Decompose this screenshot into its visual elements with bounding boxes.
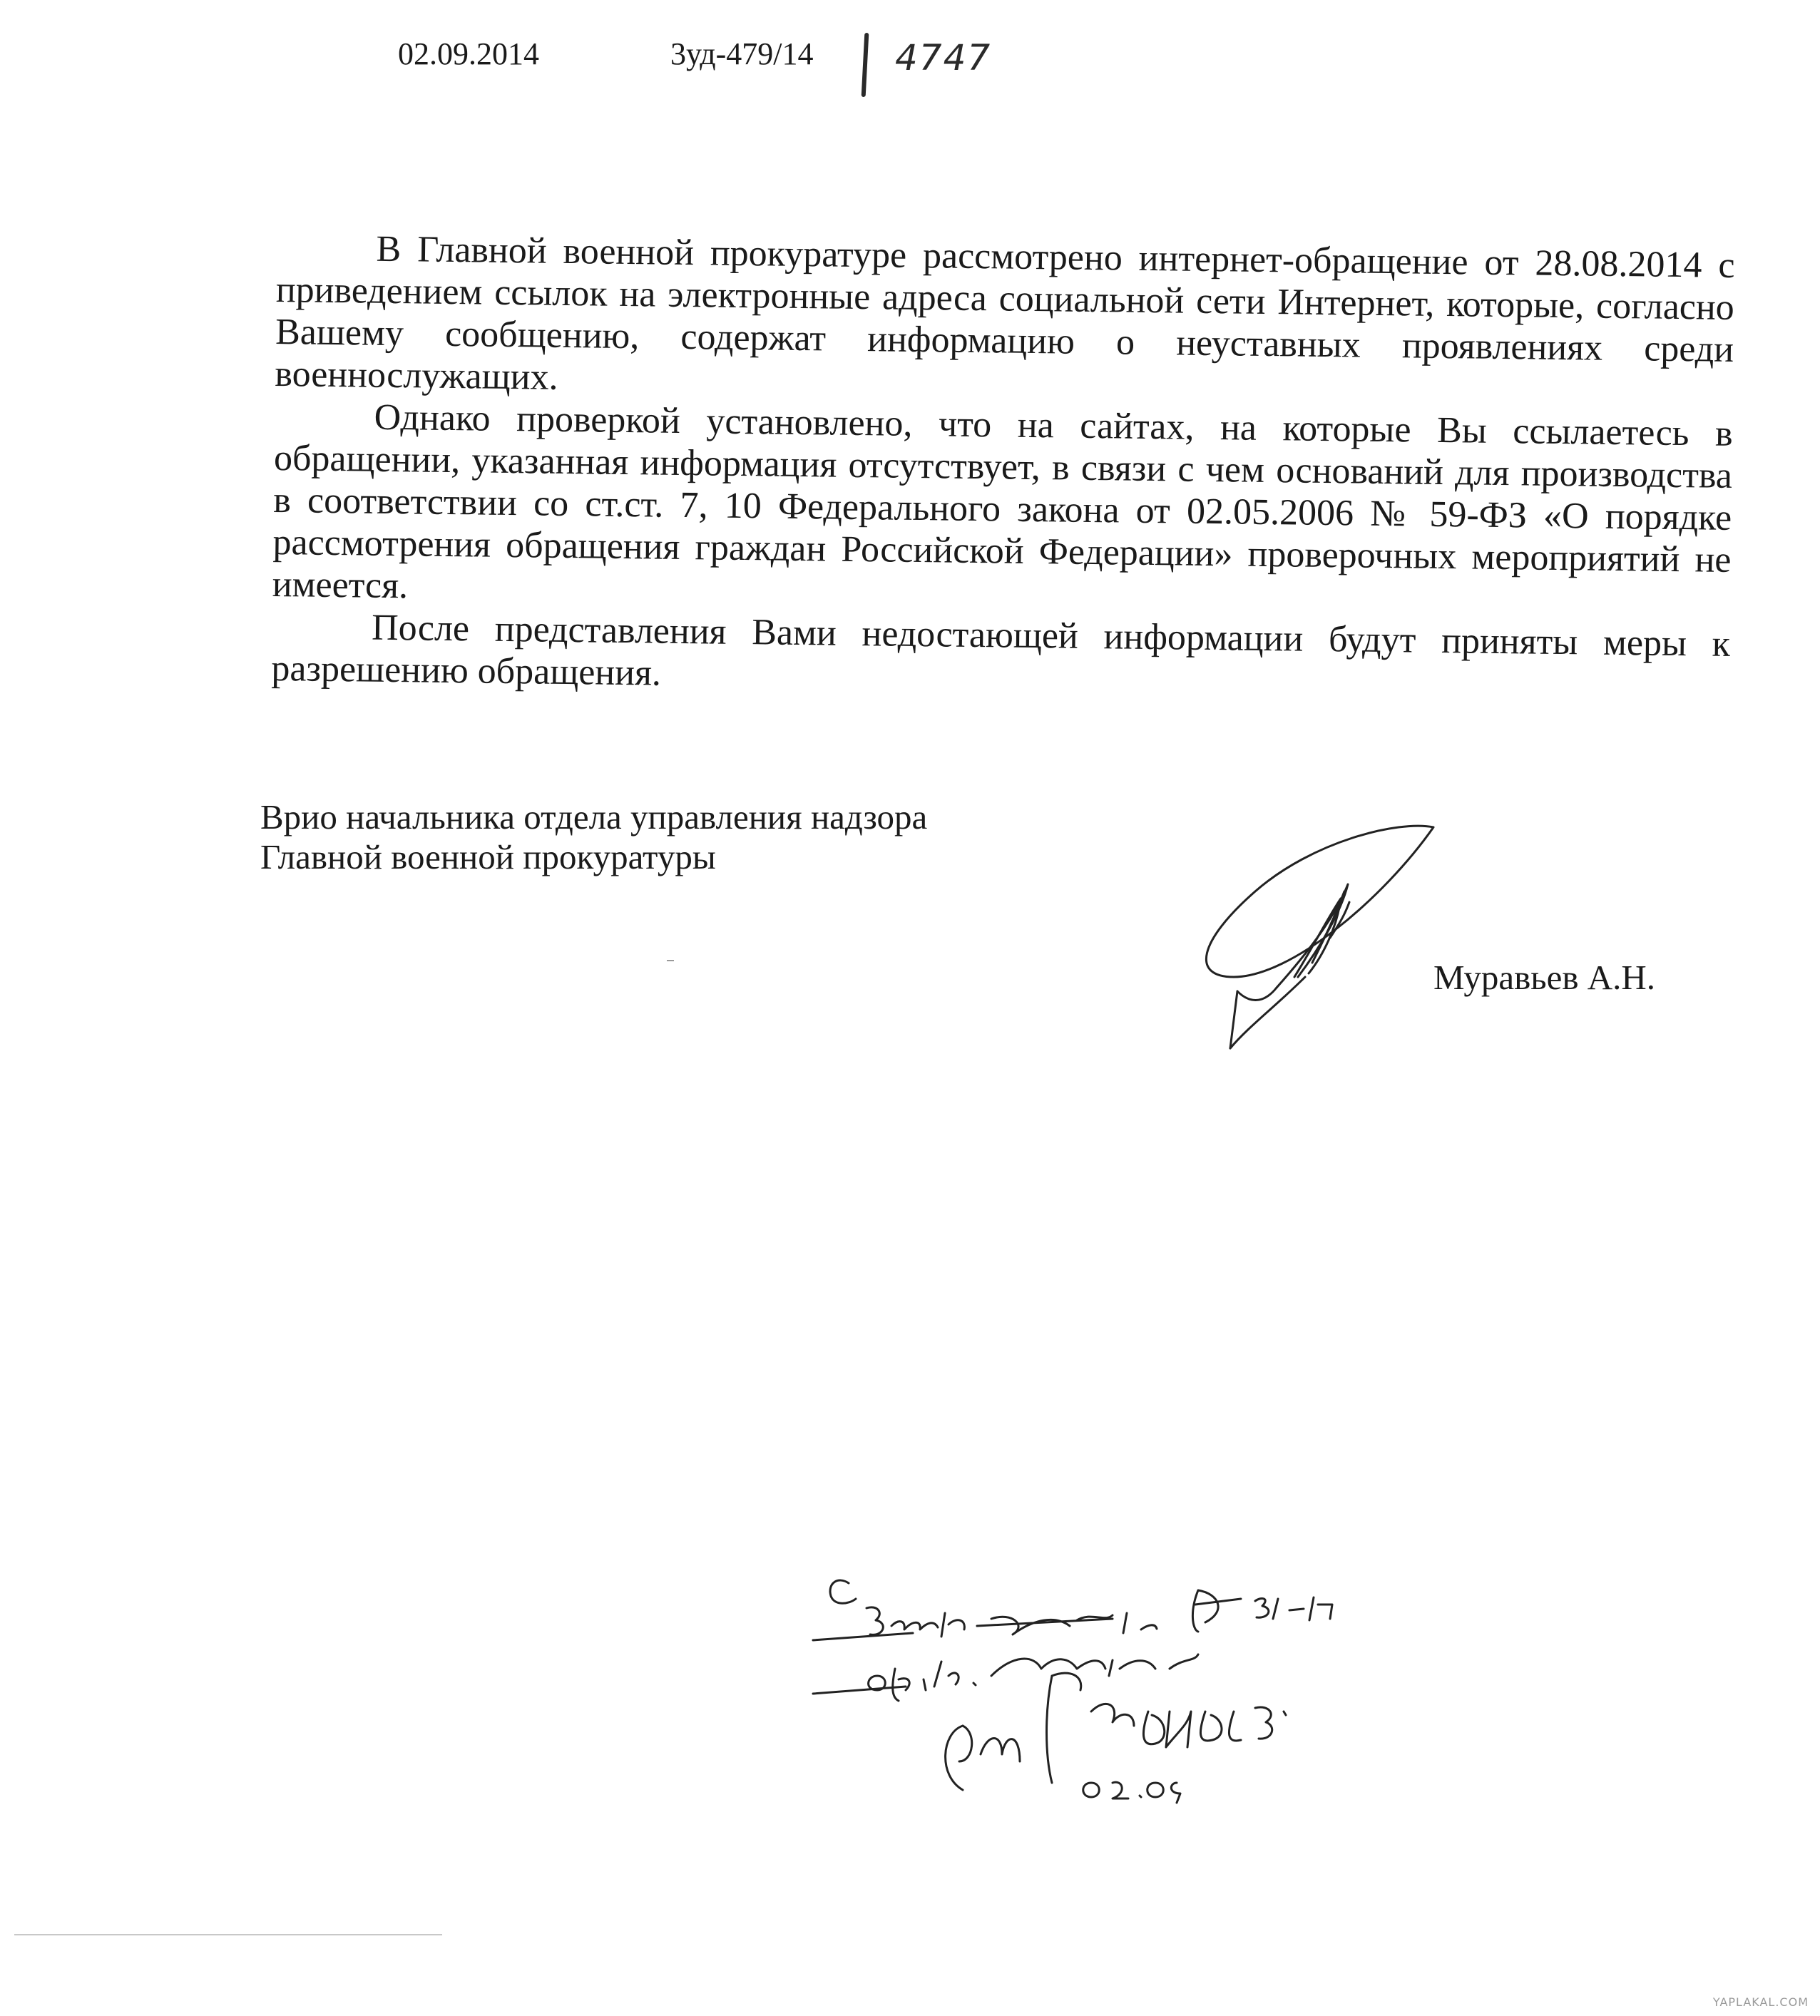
handwritten-resolution — [799, 1569, 1441, 1868]
letter-date: 02.09.2014 — [398, 36, 539, 71]
handwritten-signature — [1170, 813, 1441, 1077]
position-line-2: Главной военной прокуратуры — [260, 837, 716, 876]
handwritten-incoming-number: 4747 — [895, 37, 992, 78]
scan-mark — [667, 960, 674, 961]
signatory-position — [260, 797, 1152, 877]
site-watermark: YAPLAKAL.COM — [1712, 1995, 1809, 2009]
registration-number: 3уд-479/14 — [670, 36, 814, 71]
paragraph-3: После представления Вами недостающей информации будут приняты меры к разрешению обращения. — [271, 607, 1731, 694]
handwritten-separator — [862, 33, 869, 97]
position-line-1: Врио начальника отдела управления надзора — [260, 797, 928, 836]
signer-name: Муравьев А.Н. — [1433, 958, 1655, 997]
letter-body — [271, 227, 1735, 707]
paragraph-1: В Главной военной прокуратуре рассмотрено интернет-обращение от 28.08.2014 с приведением ссылок на электронные адреса социальной сети Интернет, которые, согласно Вашему сообщению, содержат информацию о неуставных проявлениях среди военнослужащих. — [275, 228, 1735, 398]
paragraph-2: Однако проверкой установлено, что на сайтах, на которые Вы ссылаетесь в обращении, указанная информация отсутствует, в связи с чем оснований для производства в соответствии со ст.ст. 7, 10 Федерального закона от 02.05.2006 № 59-ФЗ «О порядке рассмотрения обращения граждан Российской Федерации» проверочных мероприятий не имеется. — [272, 396, 1733, 607]
scan-edge-line — [14, 1934, 442, 1935]
